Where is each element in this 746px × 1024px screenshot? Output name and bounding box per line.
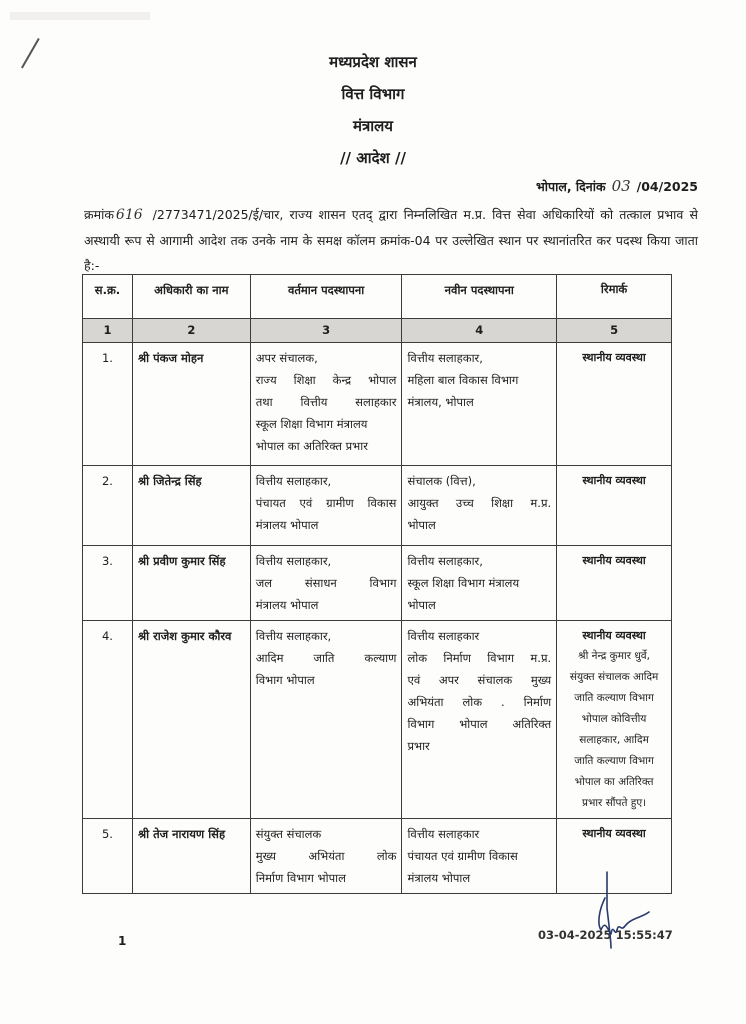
row-new-posting	[402, 466, 557, 546]
row-sno: 1.	[83, 343, 133, 466]
ministry-title: मंत्रालय	[352, 117, 393, 135]
new-line: लोक निर्माण विभाग म.प्र.	[407, 651, 552, 665]
table-row	[83, 466, 672, 546]
row-sno: 3.	[83, 546, 133, 621]
date-day-handwritten: 03	[611, 177, 631, 195]
new-line: अभियंता लोक . निर्माण	[407, 695, 552, 709]
current-line: वित्तीय सलाहकार,	[255, 474, 332, 488]
row-remark	[557, 621, 672, 819]
current-line: मंत्रालय भोपाल	[255, 598, 319, 612]
remark-detail-line: भोपाल कोवित्तीय	[581, 713, 647, 725]
header-officer-name: अधिकारी का नाम	[132, 275, 250, 319]
current-line: मुख्य अभियंता लोक	[255, 849, 397, 863]
date-prefix: भोपाल, दिनांक	[535, 179, 606, 194]
date-suffix: /04/2025	[636, 179, 698, 194]
new-line: भोपाल	[407, 518, 436, 532]
table-row	[83, 343, 672, 466]
header-new-posting: नवीन पदस्थापना	[402, 275, 557, 319]
remark-detail-line: सलाहकार, आदिम	[579, 734, 649, 746]
current-line: राज्य शिक्षा केन्द्र भोपाल	[255, 373, 397, 387]
remark-detail-line: जाति कल्याण विभाग	[574, 755, 654, 767]
column-number: 5	[557, 319, 672, 343]
new-line: प्रभार	[407, 739, 430, 753]
digital-signature-timestamp: 03-04-2025 15:55:47	[538, 928, 673, 942]
current-line: आदिम जाति कल्याण	[255, 651, 397, 665]
handwritten-signature	[585, 868, 665, 950]
remark-detail-line: श्री नेन्द्र कुमार धुर्वे,	[578, 650, 650, 662]
new-line: आयुक्त उच्च शिक्षा म.प्र.	[407, 496, 552, 510]
new-line: महिला बाल विकास विभाग	[407, 373, 519, 387]
new-line: वित्तीय सलाहकार,	[407, 351, 483, 365]
header-remark: रिमार्क	[557, 275, 672, 319]
current-line: वित्तीय सलाहकार,	[255, 629, 332, 643]
current-line: निर्माण विभाग भोपाल	[255, 871, 346, 885]
remark-detail-line: प्रभार सौंपते हुए।	[581, 797, 647, 809]
transfer-table	[82, 274, 672, 894]
row-officer-name: श्री जितेन्द्र सिंह	[132, 466, 250, 546]
new-line: संचालक (वित्त),	[407, 474, 476, 488]
row-current-posting	[250, 466, 402, 546]
scan-edge-shadow	[10, 12, 150, 20]
row-new-posting	[402, 546, 557, 621]
row-new-posting	[402, 819, 557, 894]
remark-detail-line: संयुक्त संचालक आदिम	[569, 671, 659, 683]
new-line: वित्तीय सलाहकार	[407, 827, 480, 841]
new-line: मंत्रालय भोपाल	[407, 871, 471, 885]
department-title: वित्त विभाग	[341, 85, 405, 103]
order-heading: // आदेश //	[340, 149, 406, 167]
new-line: विभाग भोपाल अतिरिक्त	[407, 717, 552, 731]
order-prefix: क्रमांक	[84, 207, 114, 222]
new-line: मंत्रालय, भोपाल	[407, 395, 474, 409]
order-paragraph	[84, 202, 698, 278]
page-number: 1	[118, 934, 127, 948]
current-line: पंचायत एवं ग्रामीण विकास	[255, 496, 397, 510]
new-line: पंचायत एवं ग्रामीण विकास	[407, 849, 518, 863]
header-current-posting: वर्तमान पदस्थापना	[250, 275, 402, 319]
order-text: /2773471/2025/ई/चार, राज्य शासन एतद् द्वारा निम्नलिखित म.प्र. वित्त सेवा अधिकारियों को तत्काल प्रभाव से अस्थायी रूप से आगामी आदेश तक उनके नाम के समक्ष कॉलम क्रमांक-04 पर उल्लेखित स्थान पर स्थानांतरित कर पदस्थ किया जाता है:-	[84, 207, 698, 273]
current-line: स्कूल शिक्षा विभाग मंत्रालय	[255, 417, 368, 431]
new-line: एवं अपर संचालक मुख्य	[407, 673, 552, 687]
current-line: जल संसाधन विभाग	[255, 576, 397, 590]
table-row	[83, 819, 672, 894]
table-row	[83, 621, 672, 819]
row-current-posting	[250, 819, 402, 894]
current-line: तथा वित्तीय सलाहकार	[255, 395, 397, 409]
column-number: 4	[402, 319, 557, 343]
row-new-posting	[402, 621, 557, 819]
column-number: 3	[250, 319, 402, 343]
row-officer-name: श्री तेज नारायण सिंह	[132, 819, 250, 894]
column-number: 2	[132, 319, 250, 343]
column-number: 1	[83, 319, 133, 343]
row-sno: 4.	[83, 621, 133, 819]
order-number-handwritten: 616	[115, 207, 143, 223]
remark-detail-line: भोपाल का अतिरिक्त	[574, 776, 654, 788]
signature-stroke	[599, 872, 649, 948]
new-line: वित्तीय सलाहकार	[407, 629, 480, 643]
table-header-row	[83, 275, 672, 319]
remark-detail-line: जाति कल्याण विभाग	[574, 692, 654, 704]
new-line: वित्तीय सलाहकार,	[407, 554, 483, 568]
current-line: भोपाल का अतिरिक्त प्रभार	[255, 439, 368, 453]
header-sno: स.क्र.	[83, 275, 133, 319]
current-line: संयुक्त संचालक	[255, 827, 322, 841]
date-line	[536, 177, 698, 195]
row-new-posting	[402, 343, 557, 466]
government-title: मध्यप्रदेश शासन	[329, 53, 417, 71]
current-line: अपर संचालक,	[255, 351, 318, 365]
new-line: स्कूल शिक्षा विभाग मंत्रालय	[407, 576, 520, 590]
row-officer-name: श्री प्रवीण कुमार सिंह	[132, 546, 250, 621]
row-current-posting	[250, 546, 402, 621]
row-sno: 2.	[83, 466, 133, 546]
new-line: भोपाल	[407, 598, 436, 612]
row-remark: स्थानीय व्यवस्था	[557, 819, 672, 894]
table-row	[83, 546, 672, 621]
row-officer-name: श्री पंकज मोहन	[132, 343, 250, 466]
current-line: वित्तीय सलाहकार,	[255, 554, 332, 568]
remark-title: स्थानीय व्यवस्था	[582, 629, 646, 642]
row-sno: 5.	[83, 819, 133, 894]
row-current-posting	[250, 621, 402, 819]
row-current-posting	[250, 343, 402, 466]
row-remark: स्थानीय व्यवस्था	[557, 546, 672, 621]
row-remark: स्थानीय व्यवस्था	[557, 466, 672, 546]
current-line: विभाग भोपाल	[255, 673, 315, 687]
row-officer-name: श्री राजेश कुमार कौरव	[132, 621, 250, 819]
row-remark: स्थानीय व्यवस्था	[557, 343, 672, 466]
current-line: मंत्रालय भोपाल	[255, 518, 319, 532]
column-number-row	[83, 319, 672, 343]
